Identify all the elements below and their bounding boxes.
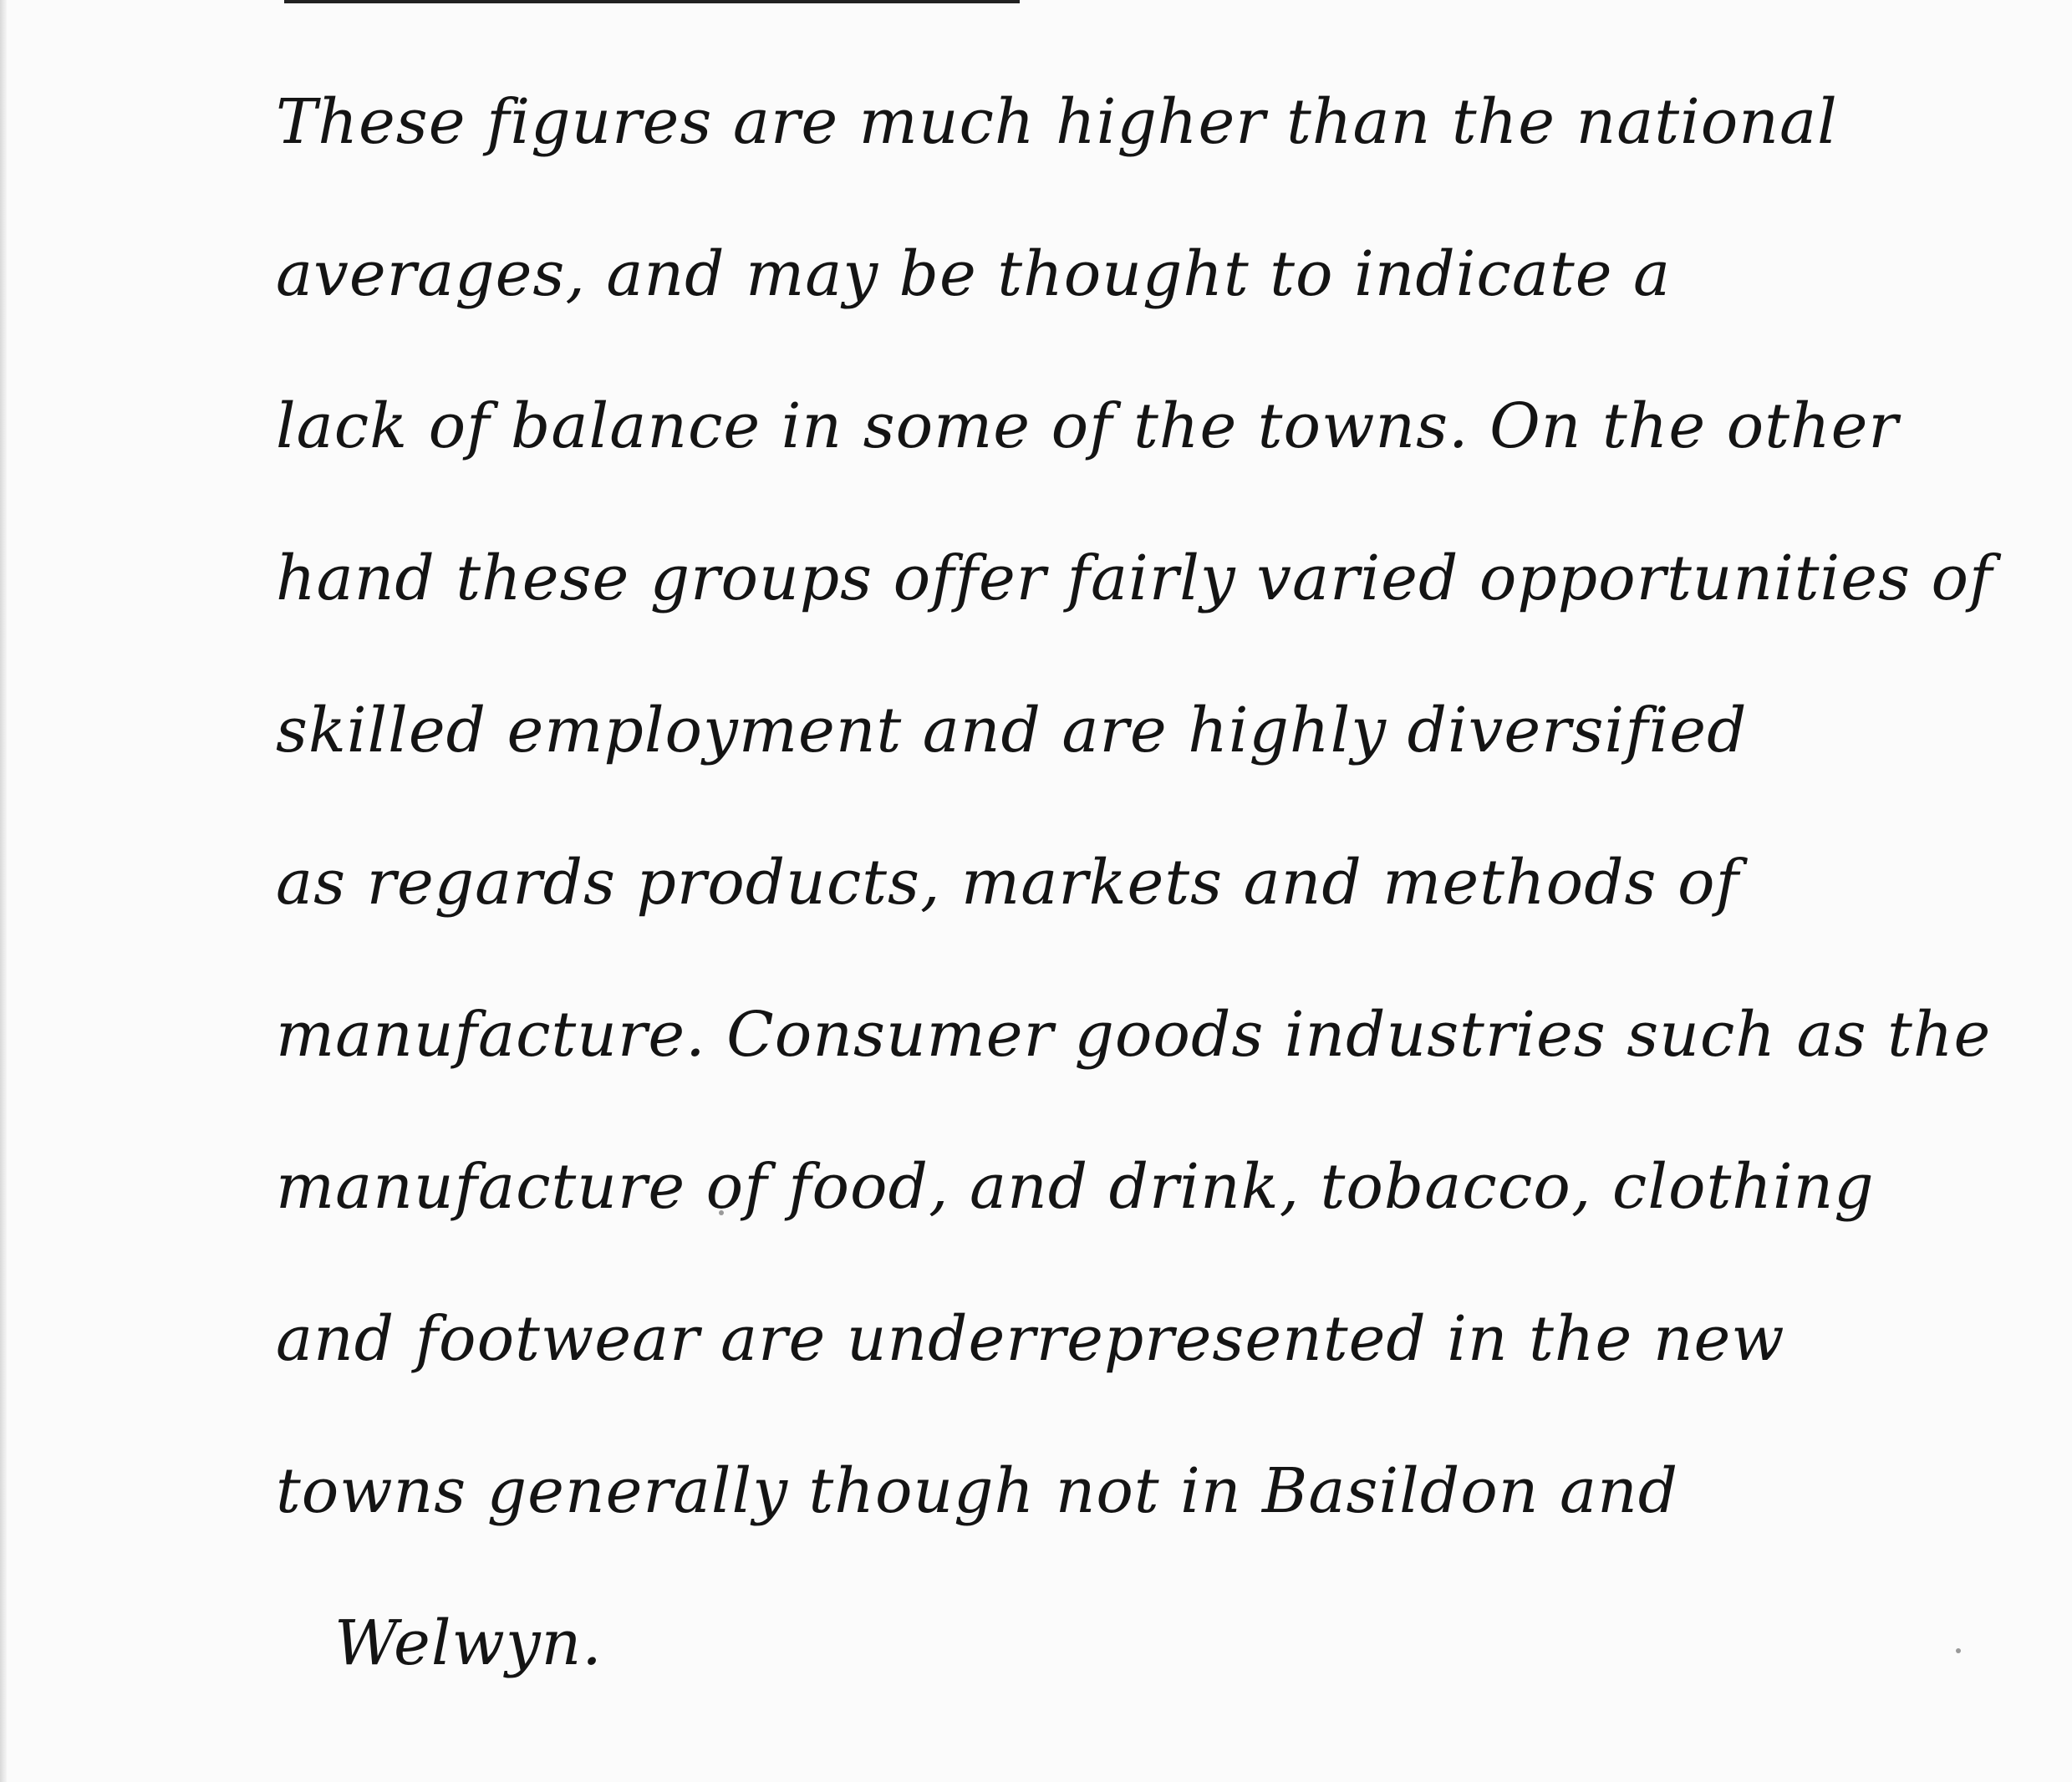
handwritten-line: lack of balance in some of the towns. On the other <box>276 390 1899 462</box>
handwritten-line: manufacture of food, and drink, tobacco, clothing <box>276 1151 1875 1223</box>
handwritten-line: These figures are much higher than the national <box>276 86 1838 158</box>
handwritten-line: Welwyn. <box>334 1607 603 1679</box>
handwritten-line: averages, and may be thought to indicate a <box>276 238 1672 310</box>
handwritten-line: manufacture. Consumer goods industries such as the <box>276 999 1992 1071</box>
page-edge-shadow <box>0 0 7 1782</box>
scan-speck <box>1956 1648 1961 1653</box>
handwritten-line: as regards products, markets and methods of <box>276 847 1739 919</box>
handwritten-line: towns generally though not in Basildon and <box>276 1455 1679 1527</box>
handwritten-line: and footwear are underrepresented in the new <box>276 1303 1785 1375</box>
handwritten-line: hand these groups offer fairly varied opportunities of <box>276 542 1993 614</box>
handwritten-paragraph <box>276 46 1993 1719</box>
top-rule <box>284 0 1020 3</box>
handwritten-line: skilled employment and are highly diversified <box>276 695 1748 766</box>
